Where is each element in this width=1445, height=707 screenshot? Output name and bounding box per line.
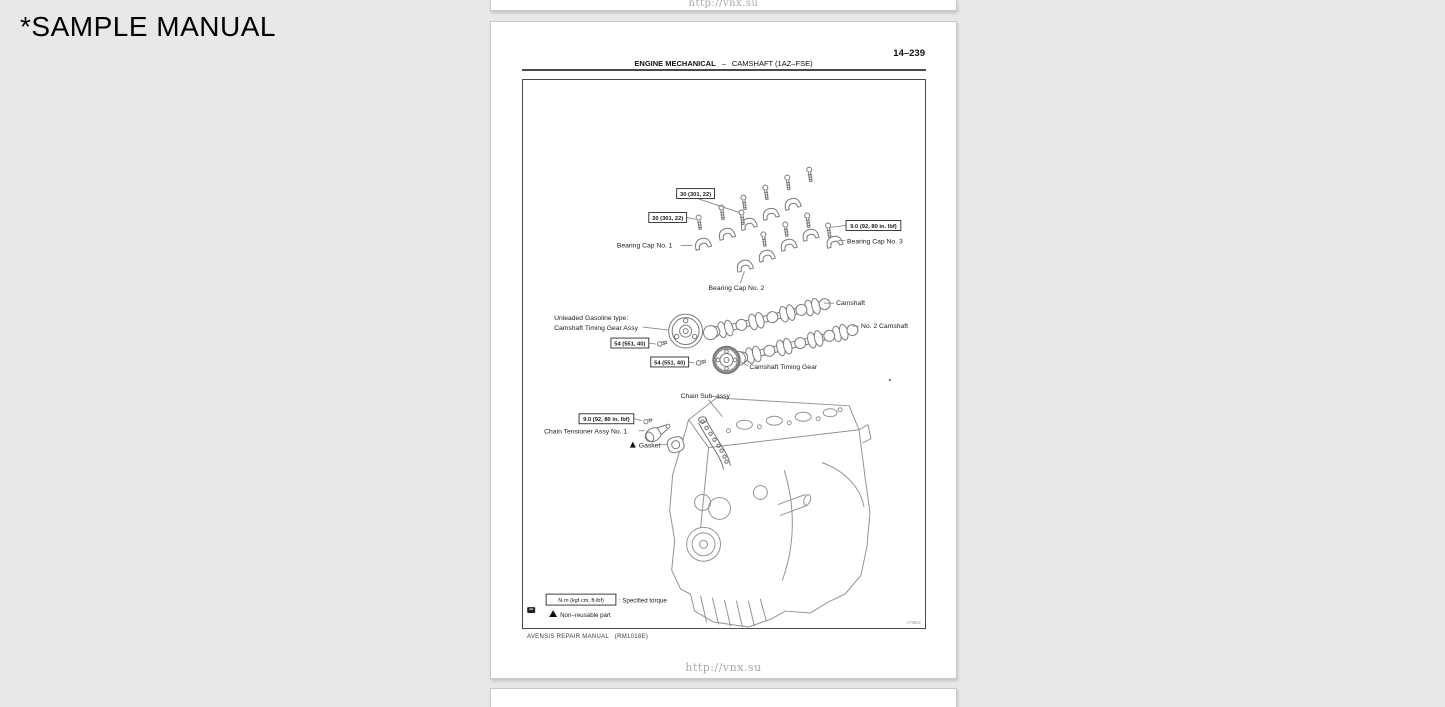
engine-block-art [670,398,871,627]
label-unleaded-line2: Camshaft Timing Gear Assy [554,325,638,333]
label-no2-camshaft: No. 2 Camshaft [861,323,909,331]
legend [527,594,921,625]
legend-torque-meaning: : Specified torque [618,597,667,605]
engine-diagram-svg [523,80,925,628]
label-bearing-cap-1: Bearing Cap No. 1 [616,242,673,250]
label-bearing-cap-3: Bearing Cap No. 3 [847,238,903,246]
torque-label-30-a: 30 (301, 22) [680,192,712,199]
manual-page [490,21,957,679]
header-rule [522,69,926,71]
torque-label-54-a: 54 (551, 40) [614,341,646,348]
page-marker-icon [527,607,535,613]
stray-dot [889,379,891,381]
next-page-sliver [490,688,957,707]
label-unleaded-line1: Unleaded Gasoline type: [554,315,629,323]
label-chain-tensioner: Chain Tensioner Assy No. 1 [544,428,628,436]
previous-page-sliver [490,0,957,11]
torque-label-30-b: 30 (301, 22) [652,215,684,222]
gear-bolts-art [643,340,706,424]
watermark-top: http://vnx.su [688,0,759,9]
header-section-title: ENGINE MECHANICAL [634,59,716,68]
label-bearing-cap-2: Bearing Cap No. 2 [708,285,765,293]
torque-label-9-b: 9.0 (92, 80 in. lbf) [583,417,630,424]
figure-code: A79802 [906,620,921,626]
page-number: 14–239 [893,48,925,59]
label-camshaft: Camshaft [836,300,866,308]
header-topic-title: CAMSHAFT (1AZ–FSE) [731,59,813,68]
watermark-bottom: http://vnx.su [685,661,762,674]
label-chain-sub-assy: Chain Sub–assy [680,392,730,400]
label-camshaft-timing-gear: Camshaft Timing Gear [749,363,818,371]
legend-torque-unit: N·m (kgf·cm, ft·lbf) [558,598,604,605]
sample-manual-label: *SAMPLE MANUAL [20,11,276,42]
nonreusable-triangle-gasket [630,442,636,448]
nonreusable-triangle-legend [549,610,557,617]
figure-frame [522,79,926,629]
timing-chain-art [699,417,731,470]
timing-gear-art [714,347,740,373]
legend-nonreusable: Non–reusable part [560,612,611,620]
gasket-art [666,435,686,454]
page-footer: AVENSIS REPAIR MANUAL (RM1018E) [527,634,649,640]
torque-label-54-b: 54 (551, 40) [654,360,686,367]
header-separator: – [721,59,726,68]
bearing-caps-art [694,197,843,273]
document-header [491,59,956,68]
torque-label-9-a: 9.0 (92, 80 in. lbf) [850,223,897,230]
label-gasket: Gasket [638,442,661,450]
timing-gear-assy-art [669,314,703,348]
